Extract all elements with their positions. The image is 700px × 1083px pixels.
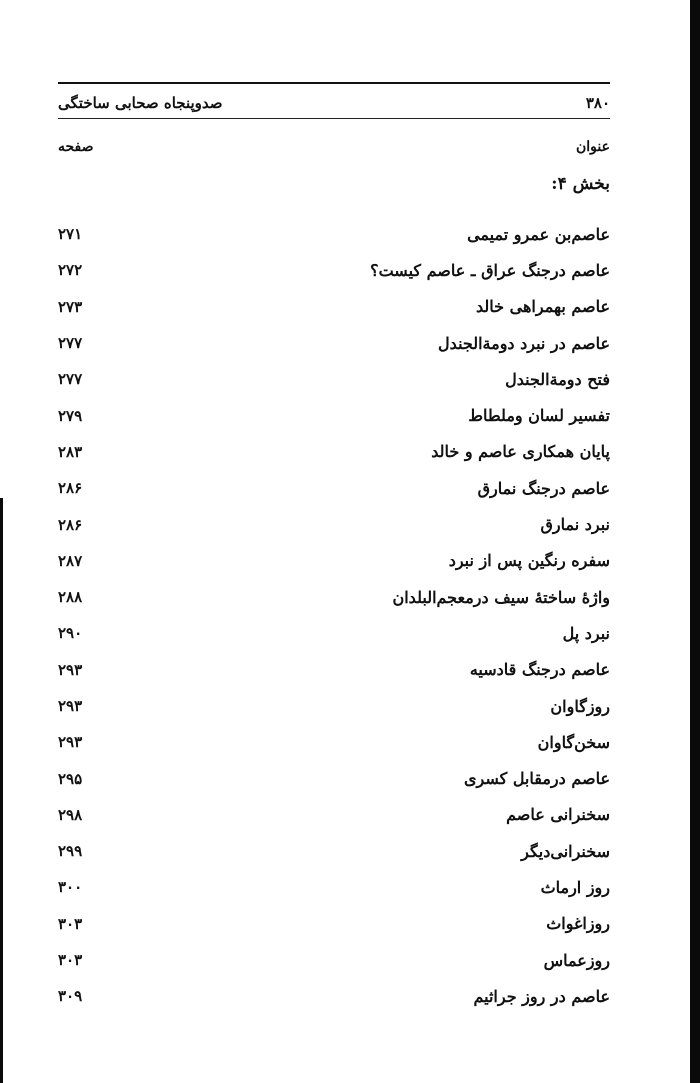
entry-title: عاصم درجنگ قادسیه — [469, 660, 610, 680]
entry-page: ۲۷۷ — [58, 334, 83, 353]
entry-title: پایان همکاری عاصم و خالد — [431, 442, 610, 462]
entry-title: سفره رنگین پس از نبرد — [448, 551, 610, 571]
entry-page: ۲۹۳ — [58, 660, 83, 679]
entry-page: ۲۹۳ — [58, 733, 83, 752]
title-column-label: عنوان — [576, 139, 610, 155]
entry-page: ۲۹۳ — [58, 697, 83, 715]
scan-edge-right — [690, 0, 700, 1083]
toc-entry — [58, 833, 610, 869]
entry-page: ۲۷۹ — [58, 406, 83, 425]
entry-title: عاصم در روز جراثیم — [473, 986, 610, 1006]
entry-page: ۲۷۳ — [58, 297, 83, 316]
entry-title: روزاغواث — [546, 914, 610, 934]
entry-page: ۲۷۱ — [58, 225, 83, 244]
toc-entry — [58, 325, 610, 361]
page-column-label: صفحه — [58, 139, 94, 155]
book-title: صدوپنجاه صحابی ساختگی — [58, 94, 223, 112]
entry-page: ۲۸۶ — [58, 479, 83, 498]
toc-entry — [58, 434, 610, 470]
section-heading: بخش ۴: — [551, 174, 610, 194]
toc-entry — [58, 506, 610, 542]
entry-page: ۲۸۳ — [58, 442, 83, 461]
toc-entry — [58, 397, 610, 433]
toc-entry — [58, 543, 610, 579]
column-headings — [58, 134, 610, 160]
entry-page: ۲۸۶ — [58, 515, 83, 534]
toc-entries — [58, 216, 610, 1015]
toc-entry — [58, 942, 610, 978]
entry-title: عاصم‌بن عمرو تمیمی — [467, 224, 610, 244]
entry-title: عاصم درجنگ عراق ـ عاصم کیست؟ — [370, 260, 610, 280]
entry-title: روزعماس — [543, 950, 610, 970]
entry-title: عاصم در نبرد دومة‌الجندل — [438, 333, 610, 353]
entry-title: روزگاوان — [550, 696, 610, 716]
scan-edge-left — [0, 498, 3, 1083]
entry-title: واژهٔ ساختهٔ سیف درمعجم‌البلدان — [392, 587, 610, 607]
entry-page: ۲۷۷ — [58, 370, 83, 389]
entry-page: ۲۹۰ — [58, 624, 83, 643]
toc-entry — [58, 252, 610, 288]
entry-title: عاصم درجنگ نمارق — [477, 478, 610, 498]
entry-page: ۲۷۲ — [58, 261, 83, 280]
entry-title: نبرد پل — [562, 623, 610, 643]
entry-page: ۲۸۸ — [58, 588, 83, 607]
entry-title: عاصم درمقابل کسری — [464, 769, 610, 789]
entry-page: ۲۹۵ — [58, 769, 83, 788]
entry-page: ۳۰۳ — [58, 914, 83, 933]
toc-entry — [58, 470, 610, 506]
toc-entry — [58, 216, 610, 252]
toc-entry — [58, 724, 610, 760]
entry-title: عاصم بهمراهی خالد — [476, 297, 610, 317]
entry-page: ۲۹۹ — [58, 842, 83, 861]
header-rule-bottom — [58, 118, 610, 119]
running-header — [58, 88, 610, 118]
entry-title: نبرد نمارق — [540, 515, 610, 535]
entry-title: سخن‌گاوان — [537, 732, 610, 752]
page-number: ۳۸۰ — [585, 94, 610, 112]
entry-page: ۳۰۹ — [58, 987, 83, 1006]
toc-entry — [58, 797, 610, 833]
toc-entry — [58, 688, 610, 724]
book-page — [58, 78, 610, 1018]
entry-page: ۳۰۰ — [58, 878, 83, 897]
toc-entry — [58, 652, 610, 688]
toc-entry — [58, 579, 610, 615]
entry-title: فتح دومة‌الجندل — [505, 369, 610, 389]
entry-title: سخنرانی‌دیگر — [521, 841, 610, 861]
entry-title: روز ارماث — [540, 877, 610, 897]
entry-title: سخنرانی عاصم — [506, 805, 610, 825]
toc-entry — [58, 289, 610, 325]
entry-page: ۲۸۷ — [58, 551, 83, 570]
toc-entry — [58, 978, 610, 1014]
toc-entry — [58, 906, 610, 942]
toc-entry — [58, 760, 610, 796]
entry-page: ۲۹۸ — [58, 805, 83, 824]
entry-page: ۳۰۳ — [58, 951, 83, 970]
toc-entry — [58, 361, 610, 397]
toc-entry — [58, 869, 610, 905]
entry-title: تفسیر لسان وملطاط — [468, 406, 610, 426]
toc-entry — [58, 615, 610, 651]
header-rule-top — [58, 82, 610, 84]
